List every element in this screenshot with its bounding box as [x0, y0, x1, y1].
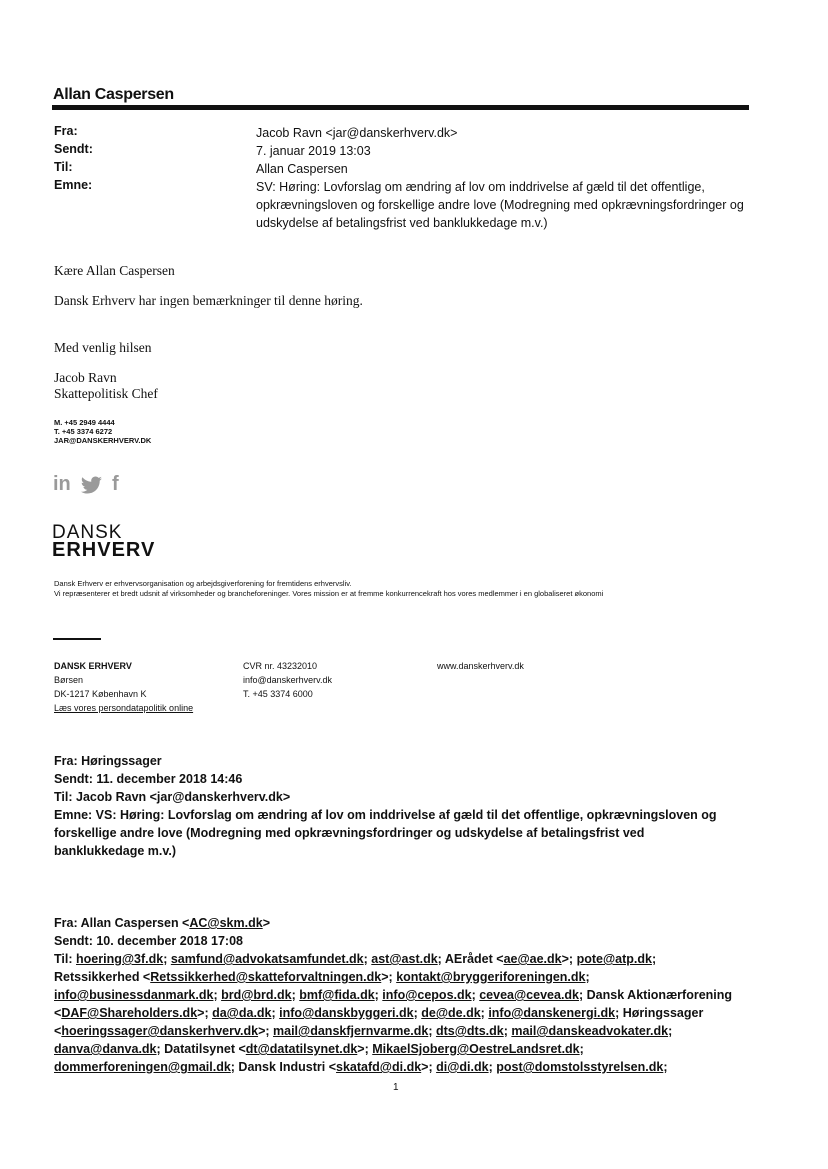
recipient-email-link[interactable]: dt@datatilsynet.dk — [245, 1042, 358, 1056]
recipient-email-link[interactable]: info@danskenergi.dk — [488, 1006, 616, 1020]
header-label-subject: Emne: — [54, 178, 93, 192]
sender-name: Allan Caspersen — [53, 86, 174, 103]
recipient-separator: ; — [413, 1006, 422, 1020]
footer-org: DANSK ERHVERV — [54, 661, 132, 671]
fwd1-sent: Sendt: 11. december 2018 14:46 — [54, 772, 243, 786]
recipient-separator: ; — [503, 1024, 512, 1038]
contact-mobile: M. +45 2949 4444 — [54, 418, 115, 427]
facebook-icon[interactable]: f — [112, 473, 119, 495]
fwd2-from-email[interactable]: AC@skm.dk — [189, 916, 263, 930]
fwd2-from: Fra: Allan Caspersen <AC@skm.dk> — [54, 916, 270, 930]
recipient-separator: ; Retssikkerhed < — [54, 952, 657, 984]
recipient-email-link[interactable]: bmf@fida.dk — [299, 988, 375, 1002]
recipient-email-link[interactable]: info@cepos.dk — [382, 988, 472, 1002]
greeting: Kære Allan Caspersen — [54, 263, 175, 278]
recipient-email-link[interactable]: ae@ae.dk — [503, 952, 562, 966]
footer-addr2: DK-1217 København K — [54, 689, 147, 699]
recipient-email-link[interactable]: info@danskbyggeri.dk — [279, 1006, 414, 1020]
recipient-separator: ; — [579, 1042, 584, 1056]
recipient-email-link[interactable]: danva@danva.dk — [54, 1042, 157, 1056]
fwd1-from: Fra: Høringssager — [54, 754, 162, 768]
recipient-separator: ; Høringssager < — [54, 1006, 704, 1038]
footer-divider — [53, 638, 101, 640]
contact-phone: T. +45 3374 6272 — [54, 427, 113, 436]
recipient-separator: ; — [213, 988, 222, 1002]
recipient-email-link[interactable]: dommerforeningen@gmail.dk — [54, 1060, 231, 1074]
recipient-email-link[interactable]: pote@atp.dk — [576, 952, 652, 966]
footer-cvr: CVR nr. 43232010 — [243, 661, 318, 671]
twitter-icon[interactable] — [81, 476, 103, 500]
linkedin-icon[interactable]: in — [53, 473, 71, 495]
fwd2-recipients: Til: hoering@3f.dk; samfund@advokatsamfundet.dk; ast@ast.dk; AErådet <ae@ae.dk>; pote@atp.dk; Retssikkerhed <Retssikkerhed@skatteforvaltningen.dk>; kontakt@bryggeriforeningen.dk; info@businessdanmark.dk; brd@brd.dk; bmf@fida.dk; info@cepos.dk; cevea@cevea.dk; Dansk Aktionærforening <DAF@Shareholders.dk>; da@da.dk; info@danskbyggeri.dk; de@de.dk; info@danskenergi.dk; Høringssager <hoeringssager@danskerhverv.dk>; mail@danskfjernvarme.dk; dts@dts.dk; mail@danskeadvokater.dk; danva@danva.dk; Datatilsynet <dt@datatilsynet.dk>; MikaelSjoberg@OestreLandsret.dk; dommerforeningen@gmail.dk; Dansk Industri <skatafd@di.dk>; di@di.dk; post@domstolsstyrelsen.dk; — [54, 952, 733, 1074]
contact-email: JAR@DANSKERHVERV.DK — [54, 436, 152, 445]
recipient-separator: ; AErådet < — [437, 952, 504, 966]
recipient-separator: ; — [271, 1006, 280, 1020]
header-value-from: Jacob Ravn <jar@danskerhverv.dk> — [256, 126, 458, 140]
recipient-separator: ; — [668, 1024, 673, 1038]
recipient-email-link[interactable]: info@businessdanmark.dk — [54, 988, 214, 1002]
logo-dansk: DANSK — [52, 522, 123, 543]
footer-website[interactable]: www.danskerhverv.dk — [437, 661, 524, 671]
recipient-email-link[interactable]: da@da.dk — [212, 1006, 272, 1020]
recipient-email-link[interactable]: hoering@3f.dk — [76, 952, 164, 966]
header-rule — [52, 105, 749, 110]
recipient-separator: >; — [258, 1024, 274, 1038]
recipient-email-link[interactable]: DAF@Shareholders.dk — [61, 1006, 198, 1020]
recipient-separator: ; — [428, 1024, 436, 1038]
recipient-separator: ; Dansk Aktionærforening < — [54, 988, 733, 1020]
recipient-email-link[interactable]: samfund@advokatsamfundet.dk — [170, 952, 364, 966]
recipient-separator: ; — [585, 970, 590, 984]
recipient-email-link[interactable]: dts@dts.dk — [435, 1024, 504, 1038]
footer-addr1: Børsen — [54, 675, 84, 685]
recipient-separator: >; — [421, 1060, 437, 1074]
recipient-separator: ; — [363, 952, 372, 966]
recipient-separator: >; — [561, 952, 577, 966]
fwd2-sent: Sendt: 10. december 2018 17:08 — [54, 934, 243, 948]
recipient-email-link[interactable]: kontakt@bryggeriforeningen.dk — [396, 970, 586, 984]
body-text: Dansk Erhverv har ingen bemærkninger til denne høring. — [54, 293, 363, 308]
recipient-email-link[interactable]: mail@danskeadvokater.dk — [511, 1024, 669, 1038]
recipient-email-link[interactable]: hoeringssager@danskerhverv.dk — [61, 1024, 259, 1038]
recipient-separator: ; — [488, 1060, 497, 1074]
recipient-separator: ; — [480, 1006, 489, 1020]
recipient-email-link[interactable]: Retssikkerhed@skatteforvaltningen.dk — [150, 970, 382, 984]
footer-email[interactable]: info@danskerhverv.dk — [243, 675, 333, 685]
recipient-separator: ; — [163, 952, 171, 966]
fwd1-to: Til: Jacob Ravn <jar@danskerhverv.dk> — [54, 790, 291, 804]
recipient-email-link[interactable]: skatafd@di.dk — [336, 1060, 422, 1074]
recipient-email-link[interactable]: MikaelSjoberg@OestreLandsret.dk — [372, 1042, 580, 1056]
recipient-separator: ; — [291, 988, 300, 1002]
privacy-link[interactable]: Læs vores persondatapolitik online — [54, 703, 194, 713]
logo-erhverv: ERHVERV — [52, 539, 156, 561]
about-line-2: Vi repræsenterer et bredt udsnit af virksomheder og brancheforeninger. Vores mission er at fremme konkurrencekraft hos vores medlemmer i en globaliseret økonomi — [54, 589, 604, 598]
recipient-separator: ; — [663, 1060, 668, 1074]
recipient-separator: ; Dansk Industri < — [230, 1060, 337, 1074]
header-label-to: Til: — [54, 160, 73, 174]
recipient-separator: ; — [374, 988, 383, 1002]
recipient-email-link[interactable]: de@de.dk — [421, 1006, 481, 1020]
recipient-separator: ; Datatilsynet < — [156, 1042, 246, 1056]
header-value-sent: 7. januar 2019 13:03 — [256, 144, 371, 158]
closing: Med venlig hilsen — [54, 340, 152, 355]
header-label-sent: Sendt: — [54, 142, 93, 156]
recipient-separator: >; — [357, 1042, 373, 1056]
signature-title: Skattepolitisk Chef — [54, 386, 158, 401]
about-line-1: Dansk Erhverv er erhvervsorganisation og arbejdsgiverforening for fremtidens erhvervsliv. — [54, 579, 352, 588]
recipient-separator: >; — [381, 970, 397, 984]
recipient-email-link[interactable]: di@di.dk — [436, 1060, 489, 1074]
recipient-email-link[interactable]: ast@ast.dk — [371, 952, 438, 966]
signature-name: Jacob Ravn — [54, 370, 117, 385]
recipient-separator: >; — [197, 1006, 213, 1020]
header-label-from: Fra: — [54, 124, 78, 138]
recipient-email-link[interactable]: mail@danskfjernvarme.dk — [273, 1024, 429, 1038]
recipient-email-link[interactable]: brd@brd.dk — [221, 988, 292, 1002]
page-number: 1 — [393, 1082, 399, 1093]
header-value-subject: SV: Høring: Lovforslag om ændring af lov om inddrivelse af gæld til det offentlige, opkrævningsloven og forskellige andre love (Modregning med opkrævningsfordringer og udskydelse af betalingsfrist ved banklukkedage m.v.) — [256, 180, 744, 230]
recipient-email-link[interactable]: post@domstolsstyrelsen.dk — [496, 1060, 664, 1074]
recipient-email-link[interactable]: cevea@cevea.dk — [479, 988, 580, 1002]
fwd1-subject: Emne: VS: Høring: Lovforslag om ændring af lov om inddrivelse af gæld til det offentlige, opkrævningsloven og forskellige andre love (Modregning med opkrævningsfordringer og udskydelse af betalingsfrist ved banklukkedage m.v.) — [54, 808, 717, 858]
footer-phone: T. +45 3374 6000 — [243, 689, 313, 699]
recipient-separator: ; — [471, 988, 480, 1002]
header-value-to: Allan Caspersen — [256, 162, 348, 176]
